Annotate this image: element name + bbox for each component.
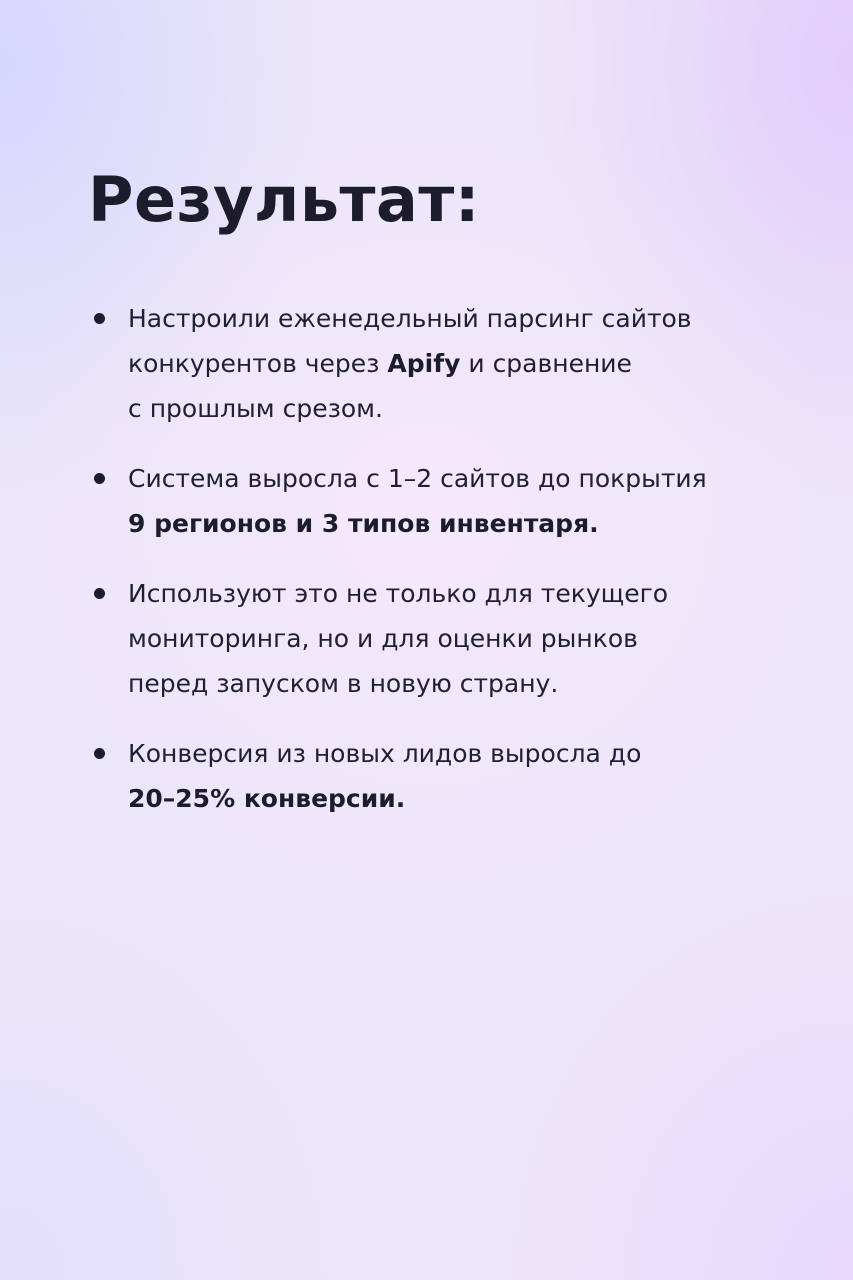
result-list: [92, 296, 792, 846]
bullet-text-line: Конверсия из новых лидов выросла до: [128, 739, 642, 768]
list-item: [92, 731, 792, 821]
list-item: [92, 296, 792, 431]
bullet-text-line: перед запуском в новую страну.: [128, 669, 559, 698]
bullet-icon: [94, 588, 105, 599]
bullet-icon: [94, 748, 105, 759]
bullet-text-line: Настроили еженедельный парсинг сайтов: [128, 304, 692, 333]
list-item: [92, 571, 792, 706]
bullet-text-line: мониторинга, но и для оценки рынков: [128, 624, 638, 653]
bullet-text-line: [128, 341, 792, 386]
bullet-icon: [94, 473, 105, 484]
bullet-text-line: с прошлым срезом.: [128, 394, 383, 423]
bullet-text: и сравнение: [460, 349, 632, 378]
slide-title: Результат:: [88, 163, 481, 236]
bullet-bold-text: Apify: [387, 349, 461, 378]
bullet-text-line: [128, 501, 792, 546]
bullet-text-line: [128, 776, 792, 821]
list-item: [92, 456, 792, 546]
bullet-bold-text: 9 регионов и 3 типов инвентаря.: [128, 509, 599, 538]
bullet-text-line: Используют это не только для текущего: [128, 579, 669, 608]
bullet-text-line: Система выросла с 1–2 сайтов до покрытия: [128, 464, 707, 493]
bullet-text: конкурентов через: [128, 349, 388, 378]
bullet-bold-text: 20–25% конверсии.: [128, 784, 406, 813]
bullet-icon: [94, 313, 105, 324]
